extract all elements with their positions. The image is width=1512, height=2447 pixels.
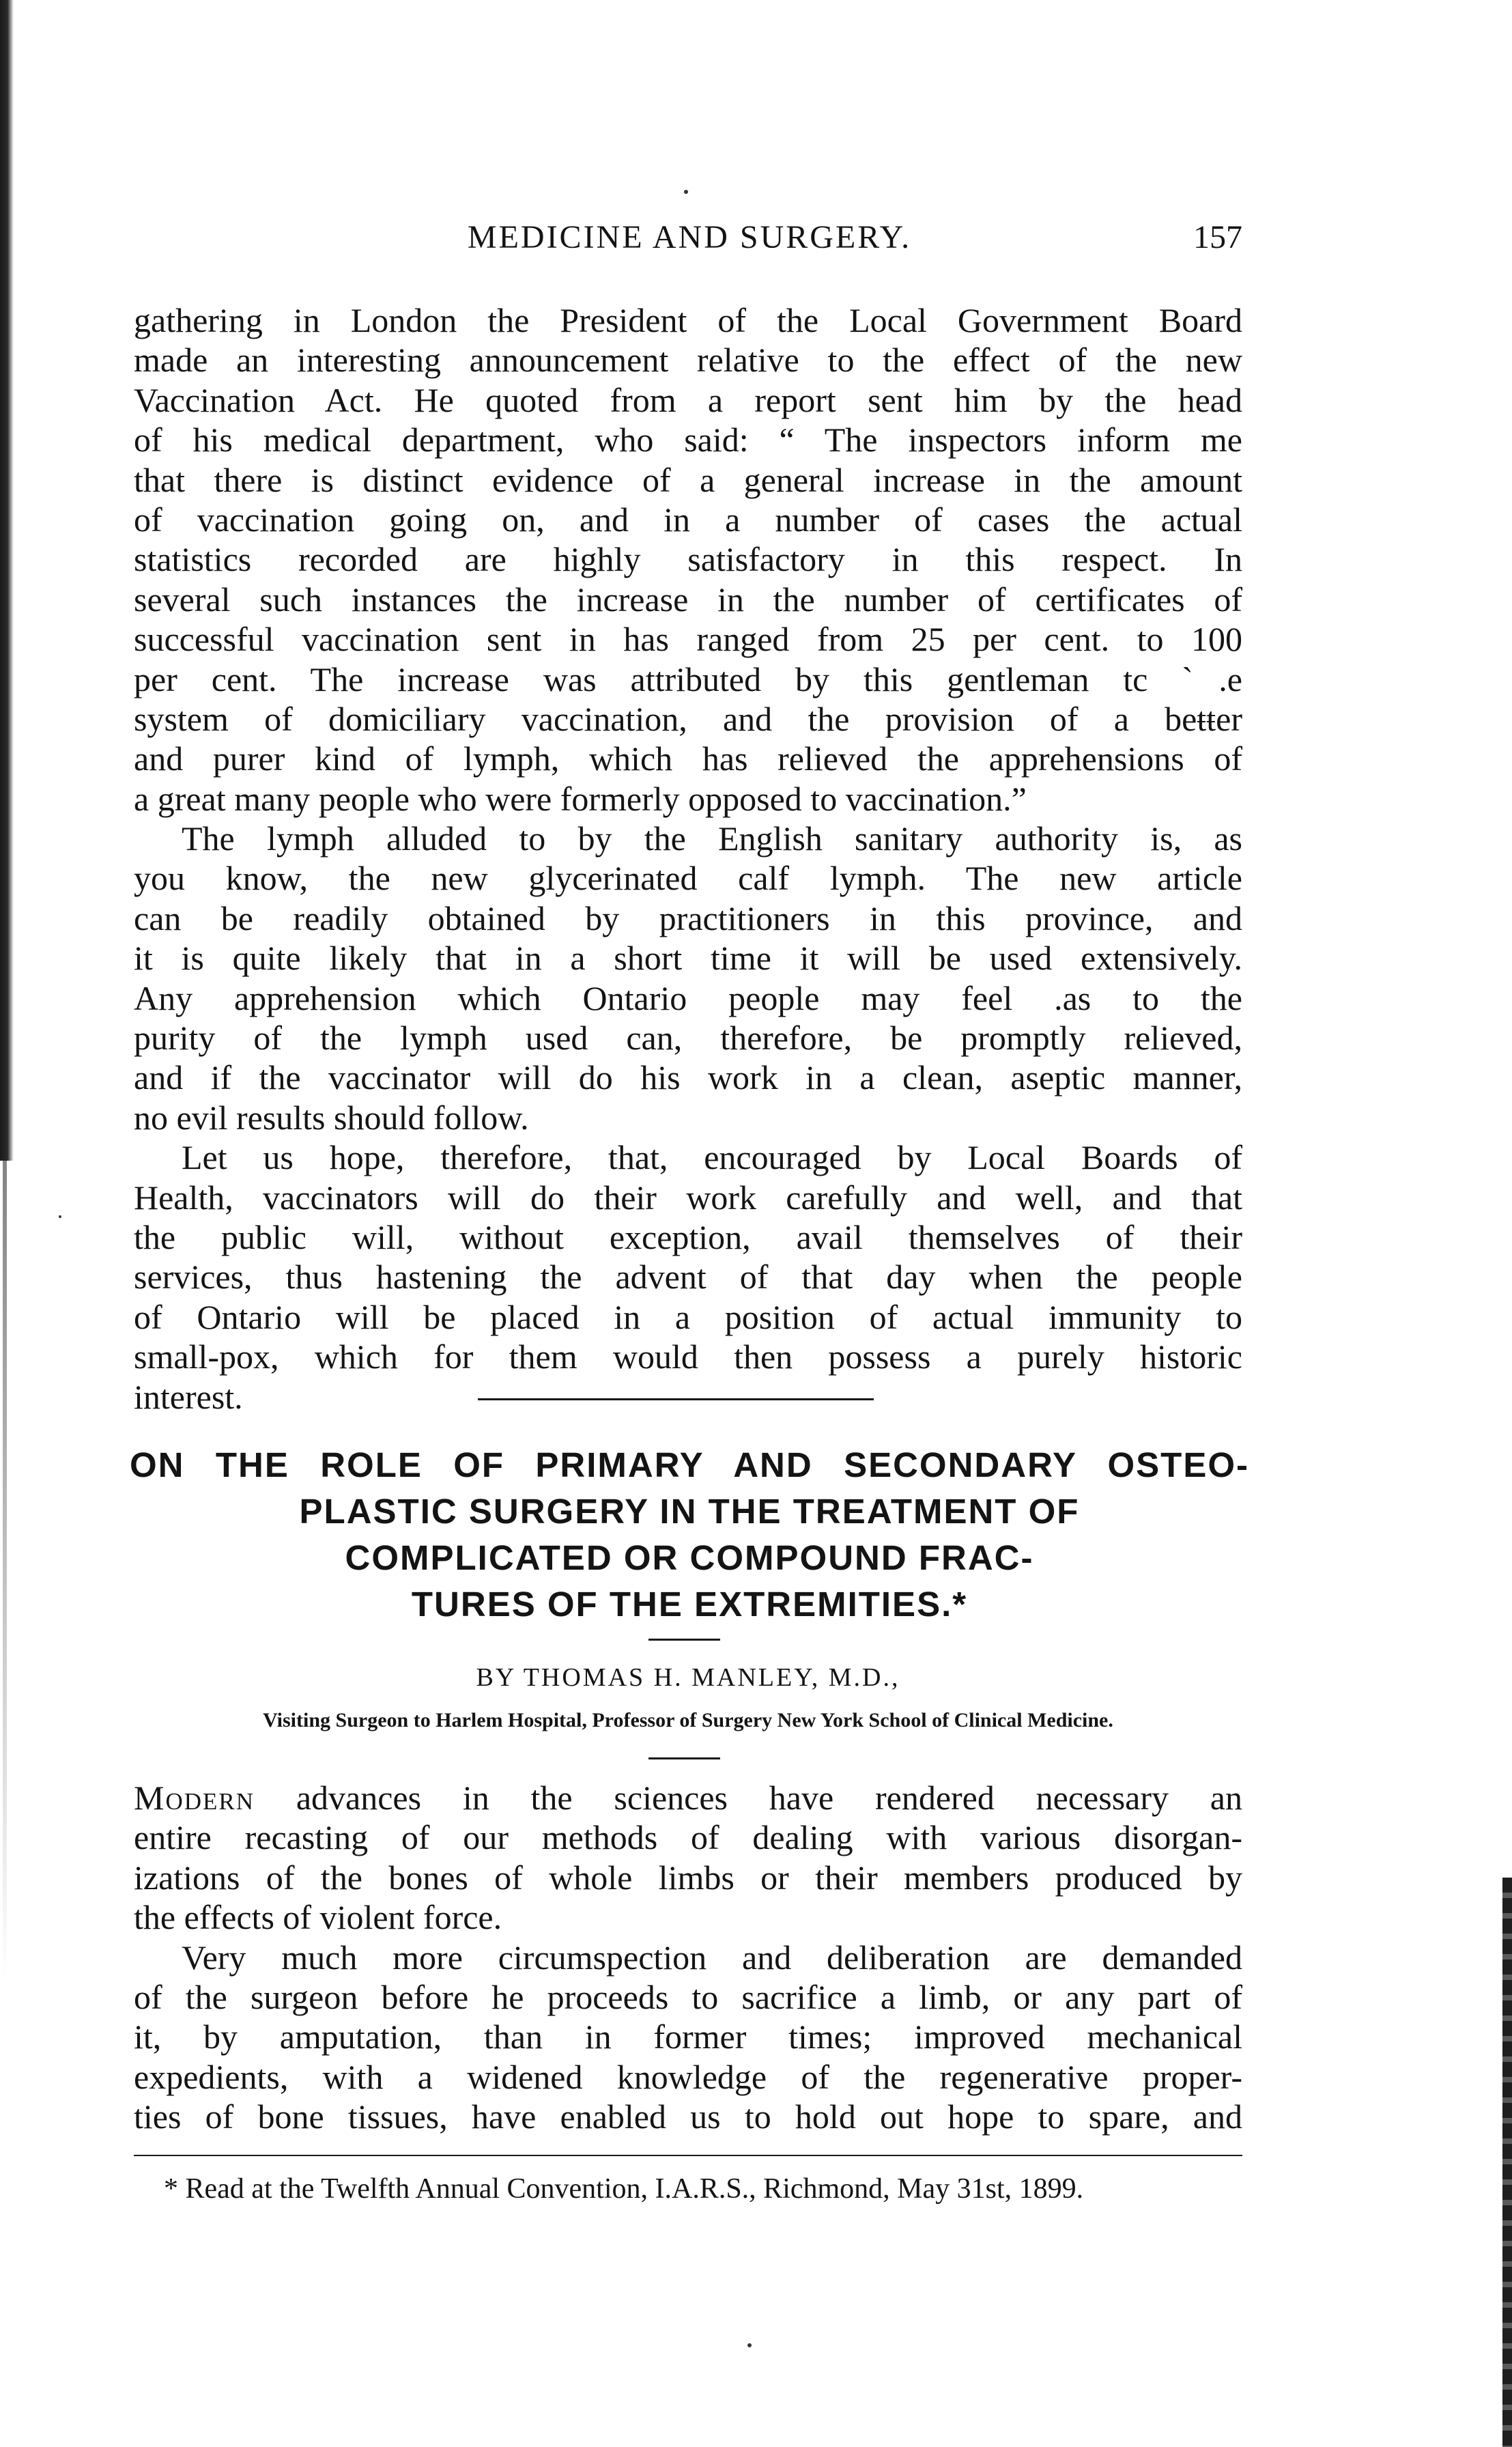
- scan-speck: [747, 2343, 752, 2347]
- text-line: entire recasting of our methods of dealing with various disorgan-: [134, 1818, 1242, 1857]
- footnote-rule: [134, 2155, 1242, 2156]
- text-line: services, thus hastening the advent of that day when the people: [134, 1258, 1242, 1297]
- text-line: system of domiciliary vaccination, and the provision of a beŧŧer: [134, 699, 1242, 738]
- title-rule: [648, 1639, 720, 1641]
- byline-rule: [648, 1757, 720, 1759]
- author-byline: BY THOMAS H. MANLEY, M.D.,: [476, 1663, 900, 1692]
- text-line: of Ontario will be placed in a position of actual immunity to: [134, 1297, 1242, 1336]
- text-line: Any apprehension which Ontario people may feel .as to the: [134, 978, 1242, 1017]
- article-title-line: PLASTIC SURGERY IN THE TREATMENT OF: [299, 1492, 1080, 1531]
- text-line: Vaccination Act. He quoted from a report sent him by the head: [134, 380, 1242, 419]
- section-separator-rule: [478, 1398, 874, 1400]
- page-number: 157: [1193, 219, 1242, 255]
- text-line: purity of the lymph used can, therefore, be promptly relieved,: [134, 1019, 1242, 1058]
- text-line: successful vaccination sent in has ranged from 25 per cent. to 100: [134, 620, 1242, 659]
- text-line: it, by amputation, than in former times; improved mechanical: [134, 2018, 1242, 2056]
- footnote-text: * Read at the Twelfth Annual Convention, I.A.R.S., Richmond, May 31st, 1899.: [164, 2173, 1084, 2205]
- text-line: that there is distinct evidence of a general increase in the amount: [134, 460, 1242, 499]
- text-line: it is quite likely that in a short time it will be used extensively.: [134, 939, 1242, 978]
- article-title-line: TURES OF THE EXTREMITIES.*: [411, 1585, 968, 1624]
- paragraph-start-line: Very much more circumspection and deliberation are demanded: [182, 1938, 1242, 1977]
- binding-edge-shadow: [0, 0, 14, 1161]
- opening-word: Modern: [134, 1779, 255, 1817]
- paragraph-start-line: Let us hope, therefore, that, encouraged by Local Boards of: [182, 1138, 1242, 1177]
- first-line-text: advances in the sciences have rendered necessary an: [255, 1779, 1242, 1817]
- text-line: several such instances the increase in the number of certificates of: [134, 580, 1242, 619]
- text-line: small-pox, which for them would then possess a purely historic: [134, 1338, 1242, 1376]
- text-line: Health, vaccinators will do their work carefully and well, and that: [134, 1178, 1242, 1217]
- text-line: izations of the bones of whole limbs or their members produced by: [134, 1858, 1242, 1897]
- text-line: expedients, with a widened knowledge of the regenerative proper-: [134, 2057, 1242, 2096]
- text-line: gathering in London the President of the Local Government Board: [134, 301, 1242, 339]
- text-line: of the surgeon before he proceeds to sacrifice a limb, or any part of: [134, 1977, 1242, 2016]
- text-line: a great many people who were formerly opposed to vaccination.”: [134, 779, 1027, 818]
- footnote: [134, 2170, 1242, 2208]
- text-line: no evil results should follow.: [134, 1098, 529, 1137]
- article-body: [134, 1778, 1242, 2137]
- previous-article-text: [134, 300, 1242, 1417]
- running-title: MEDICINE AND SURGERY.: [467, 219, 912, 255]
- text-line: the public will, without exception, avail themselves of their: [134, 1217, 1242, 1256]
- binding-edge-fade: [3, 1161, 7, 1980]
- text-line: can be readily obtained by practitioners in this province, and: [134, 899, 1242, 937]
- text-line: and purer kind of lymph, which has relieved the apprehensions of: [134, 739, 1242, 778]
- text-line: interest.: [134, 1377, 243, 1416]
- scan-speck: [684, 190, 688, 194]
- text-line: statistics recorded are highly satisfactory in this respect. In: [134, 540, 1242, 579]
- article-title-line: ON THE ROLE OF PRIMARY AND SECONDARY OSTEO-: [130, 1445, 1249, 1484]
- text-line: you know, the new glycerinated calf lymph. The new article: [134, 859, 1242, 898]
- right-edge-shadow: [1502, 1878, 1512, 2447]
- text-line: of his medical department, who said: “ The inspectors inform me: [134, 421, 1242, 459]
- scan-speck: [59, 1215, 61, 1218]
- paragraph-start-line: The lymph alluded to by the English sanitary authority is, as: [182, 819, 1242, 858]
- article-title-line: COMPLICATED OR COMPOUND FRAC-: [345, 1538, 1034, 1577]
- text-line: the effects of violent force.: [134, 1898, 502, 1937]
- running-head: [137, 217, 1242, 258]
- article-title: [130, 1442, 1249, 1628]
- text-line: of vaccination going on, and in a number of cases the actual: [134, 500, 1242, 539]
- article-first-line: [134, 1778, 1242, 1817]
- text-line: ties of bone tissues, have enabled us to hold out hope to spare, and: [134, 2097, 1242, 2136]
- author-affiliation: Visiting Surgeon to Harlem Hospital, Professor of Surgery New York School of Clinical Medicine.: [263, 1709, 1113, 1731]
- text-line: and if the vaccinator will do his work in a clean, aseptic manner,: [134, 1058, 1242, 1097]
- text-line: made an interesting announcement relative to the effect of the new: [134, 341, 1242, 380]
- text-line: per cent. The increase was attributed by this gentleman tc ˋ.e: [134, 660, 1242, 698]
